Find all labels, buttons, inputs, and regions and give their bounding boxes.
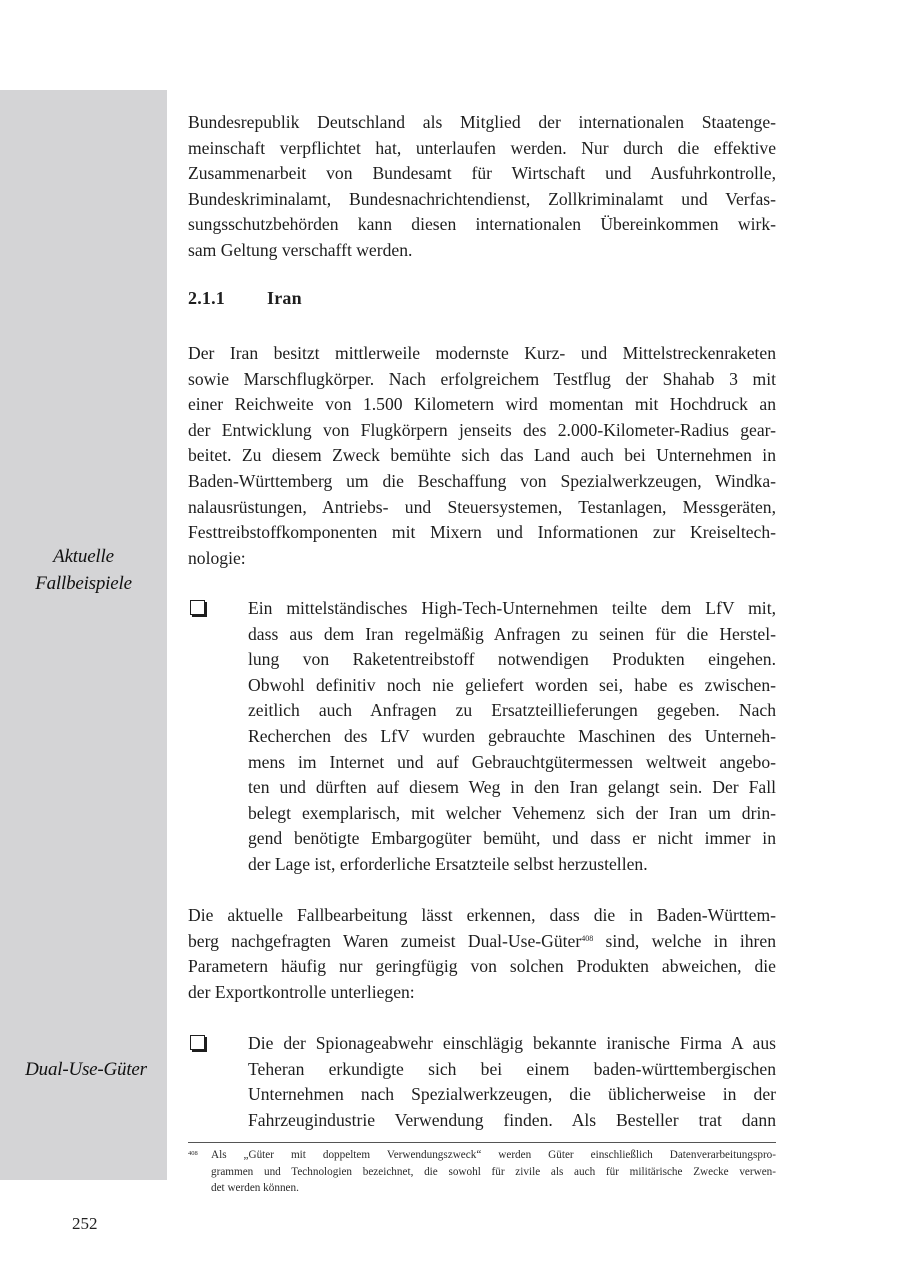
footnote-body [211,1147,776,1197]
text-line: Die aktuelle Fallbearbeitung lässt erkennen, dass die in Baden-Württem- [188,905,776,925]
text-line: Die der Spionageabwehr einschlägig bekannte iranische Firma A aus [248,1033,776,1053]
section-heading [188,288,302,309]
text-line: Recherchen des LfV wurden gebrauchte Maschinen des Unterneh- [248,725,776,746]
text-line: der Entwicklung von Flugkörpern jenseits des 2.000-Kilometer-Radius gear- [188,419,776,440]
text-line: nologie: [188,547,246,568]
text-line: belegt exemplarisch, mit welcher Vehemenz sich der Iran um drin- [248,802,776,823]
text-line: Fahrzeugindustrie Verwendung finden. Als Besteller trat dann [248,1109,776,1130]
checkbox-bullet-icon [188,1033,210,1055]
bullet-item-firma-a [248,1031,776,1133]
text-line: der Exportkontrolle unterliegen: [188,981,415,1002]
footnote-line: det werden können. [211,1182,299,1194]
margin-note-line: Aktuelle [53,546,114,567]
text-line: einer Reichweite von 1.500 Kilometern wird momentan mit Hochdruck an [188,394,776,415]
margin-column [0,90,167,1180]
paragraph-iran [188,341,776,571]
text-line: der Lage ist, erforderliche Ersatzteile selbst herzustellen. [248,853,648,874]
text-line: ten und dürften auf diesem Weg in den Iran gelangt sein. Der Fall [248,777,776,798]
footnote-divider [188,1142,776,1143]
text-line: lung von Raketentreibstoff notwendigen Produkten eingehen. [248,649,776,670]
text-line [188,929,776,955]
text-line: Ein mittelständisches High-Tech-Unternehmen teilte dem LfV mit, [248,598,776,618]
text-line: meinschaft verpflichtet hat, unterlaufen werden. Nur durch die effektive [188,137,776,158]
text-line: sungsschutzbehörden kann diesen internationalen Übereinkommen wirk- [188,214,776,235]
text-line: beitet. Zu diesem Zweck bemühte sich das Land auch bei Unternehmen in [188,445,776,466]
text-fragment: berg nachgefragten Waren zumeist Dual-Use-Güter [188,930,582,951]
text-line: Parametern häufig nur geringfügig von solchen Produkten abweichen, die [188,956,776,977]
footnote-number: 408 [188,1150,198,1157]
text-line: sowie Marschflugkörper. Nach erfolgreichem Testflug der Shahab 3 mit [188,368,776,389]
text-line: zeitlich auch Anfragen zu Ersatzteillieferungen gegeben. Nach [248,700,776,721]
margin-note-line: Fallbeispiele [35,573,132,594]
text-line: mens im Internet und auf Gebrauchtgütermessen weltweit angebo- [248,751,776,772]
footnote-reference: 408 [581,933,594,943]
text-line: dass aus dem Iran regelmäßig Anfragen zu seinen für die Herstel- [248,623,776,644]
checkbox-bullet-icon [188,598,210,620]
section-number: 2.1.1 [188,288,225,308]
text-line: Bundeskriminalamt, Bundesnachrichtendienst, Zollkriminalamt und Verfas- [188,188,776,209]
margin-note-dual-use: Dual-Use-Güter [25,1059,147,1080]
text-line: sam Geltung verschafft werden. [188,239,413,260]
text-line: gend benötigte Embargogüter bemüht, und dass er nicht immer in [248,828,776,849]
text-line: Der Iran besitzt mittlerweile modernste Kurz- und Mittelstreckenraketen [188,343,776,363]
section-title: Iran [267,288,302,308]
paragraph-intro [188,110,776,264]
text-fragment: sind, welche in ihren [593,930,776,951]
bullet-item-hightech [248,596,776,878]
footnote-line: Als „Güter mit doppeltem Verwendungszweck“ werden Güter einschließlich Datenverarbeitungspro- [211,1149,776,1161]
page-number: 252 [72,1214,98,1233]
text-line: nalausrüstungen, Antriebs- und Steuersystemen, Testanlagen, Messgeräten, [188,496,776,517]
footnote-line: grammen und Technologien bezeichnet, die sowohl für zivile als auch für militärische Zwecke verwen- [211,1165,776,1178]
margin-note-aktuelle-fallbeispiele [0,543,167,597]
footnote [188,1147,776,1197]
text-line: Teheran erkundigte sich bei einem baden-württembergischen [248,1058,776,1079]
text-line: Festtreibstoffkomponenten mit Mixern und Informationen zur Kreiseltech- [188,522,776,543]
text-line: Baden-Württemberg um die Beschaffung von Spezialwerkzeugen, Windka- [188,470,776,491]
text-line: Zusammenarbeit von Bundesamt für Wirtschaft und Ausfuhrkontrolle, [188,163,776,184]
text-line: Obwohl definitiv noch nie geliefert worden sei, habe es zwischen- [248,674,776,695]
paragraph-dual-use [188,903,776,1005]
text-line: Unternehmen nach Spezialwerkzeugen, die üblicherweise in der [248,1084,776,1105]
text-line: Bundesrepublik Deutschland als Mitglied der internationalen Staatenge- [188,112,776,132]
